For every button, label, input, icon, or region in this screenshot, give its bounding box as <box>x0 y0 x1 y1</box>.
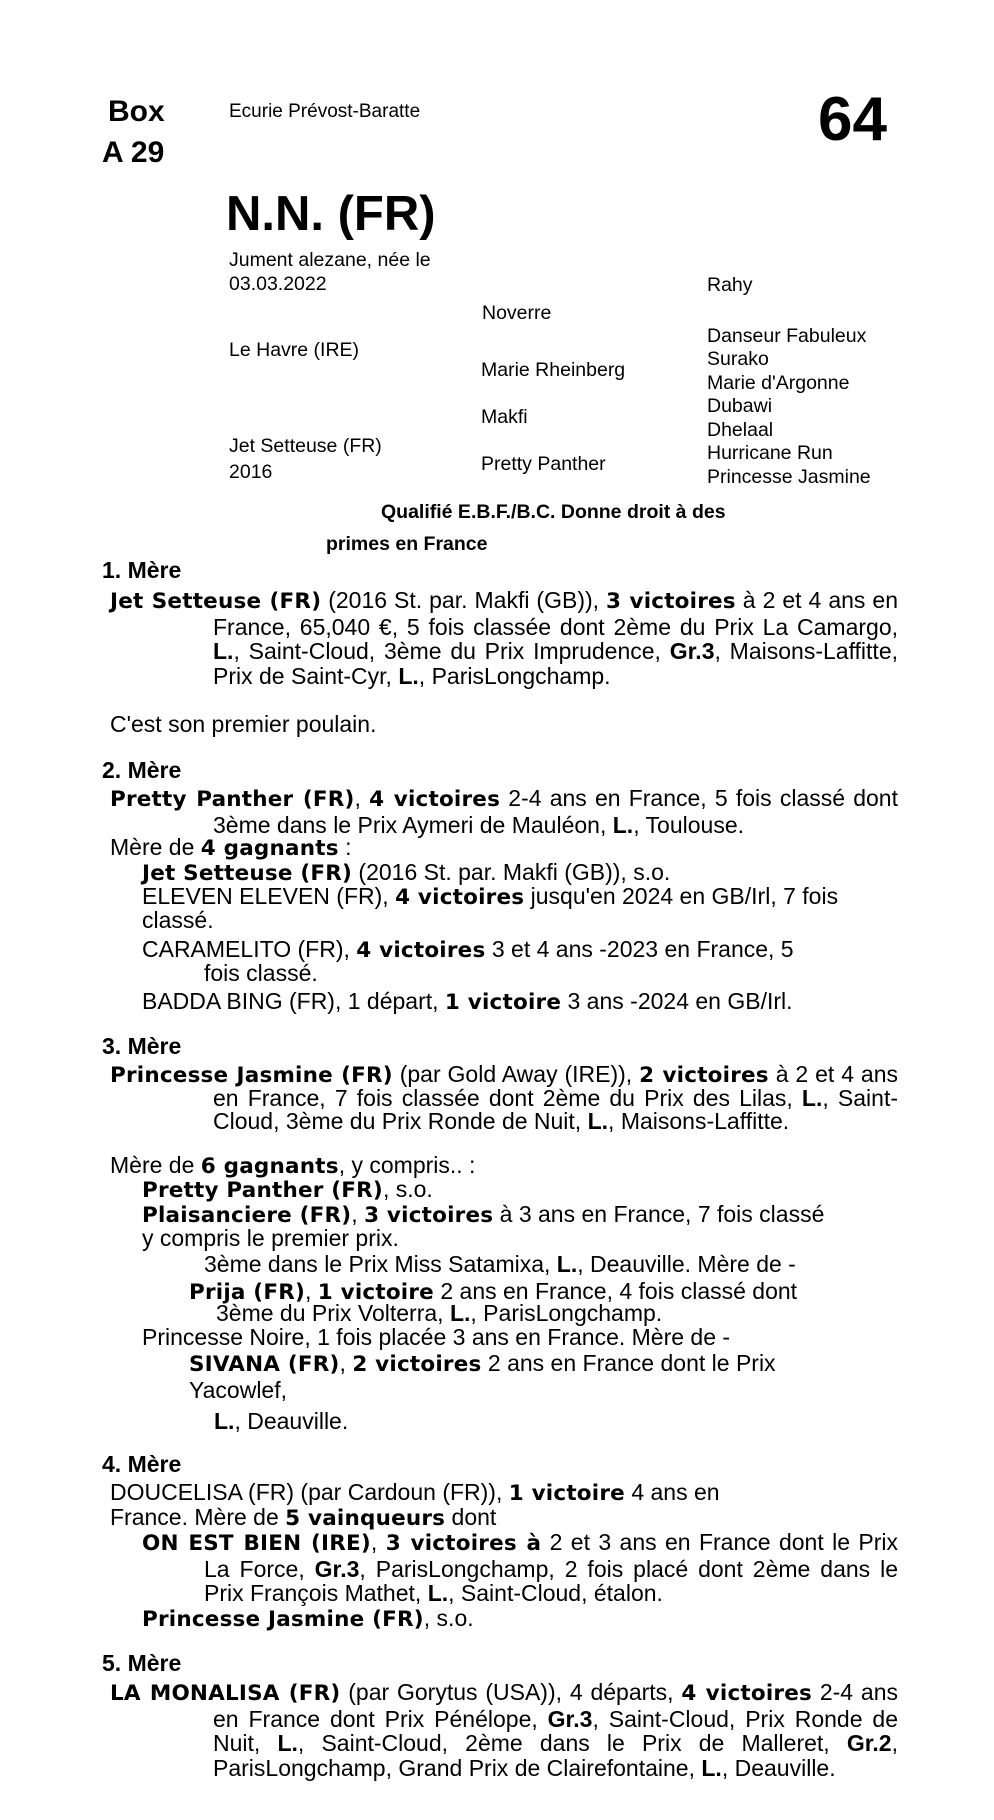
section-2-progeny-1: Jet Setteuse (FR) (2016 St. par. Makfi (GB)), s.o. <box>142 859 671 886</box>
section-2-dam-entry: Pretty Panther (FR), 4 victoires 2-4 ans en France, 5 fois classé dont 3ème dans le Prix Aymeri de Mauléon, L., Toulouse. <box>110 785 898 838</box>
section-2-progeny-2-cont: classé. <box>142 907 214 933</box>
pedigree-ds-sire: Dubawi <box>707 395 773 417</box>
pedigree-sire: Le Havre (IRE) <box>229 339 360 361</box>
horse-name: N.N. (FR) <box>226 187 436 241</box>
qualification-line2: primes en France <box>326 533 488 555</box>
section-1-dam-entry: Jet Setteuse (FR) (2016 St. par. Makfi (GB)), 3 victoires à 2 et 4 ans en France, 65,040 €, 5 fois classée dont 2ème du Prix La Camargo, L., Saint-Cloud, 3ème du Prix Imprudence, Gr.3, Maisons-Laffitte, Prix de Saint-Cyr, L., ParisLongchamp. <box>110 587 899 689</box>
section-3-dam-name: Princesse Jasmine (FR) <box>110 1063 393 1088</box>
section-2-title: 2. Mère <box>102 757 182 783</box>
qualification-line1: Qualifié E.B.F./B.C. Donne droit à des <box>381 501 726 523</box>
pedigree-dam: Jet Setteuse (FR) <box>229 435 382 457</box>
pedigree-dam-sire: Makfi <box>481 406 528 428</box>
pedigree-sd-dam: Marie d'Argonne <box>707 372 850 394</box>
pedigree-ds-dam: Dhelaal <box>707 419 774 441</box>
section-3-grandprogeny-1: Prija (FR), 1 victoire 2 ans en France, 4 fois classé dont <box>189 1278 798 1305</box>
section-5-dam-name: LA MONALISA (FR) <box>110 1681 341 1706</box>
section-4-title: 4. Mère <box>102 1451 182 1477</box>
section-1-note: C'est son premier poulain. <box>110 711 377 737</box>
section-4-dam-line1: DOUCELISA (FR) (par Cardoun (FR)), 1 victoire 4 ans en <box>110 1479 720 1506</box>
section-3-grandprogeny-1-cont: 3ème du Prix Volterra, L., ParisLongchamp. <box>216 1300 663 1326</box>
section-2-progeny-4: BADDA BING (FR), 1 départ, 1 victoire 3 ans -2024 en GB/Irl. <box>142 988 793 1015</box>
section-2-mere-de: Mère de 4 gagnants : <box>110 834 352 861</box>
section-3-progeny-2-cont: y compris le premier prix. <box>142 1225 399 1251</box>
box-label: Box <box>108 95 165 128</box>
lot-number: 64 <box>818 85 887 154</box>
owner-name: Ecurie Prévost-Baratte <box>229 101 421 122</box>
pedigree-dam-year: 2016 <box>229 461 273 483</box>
section-2-progeny-3-cont: fois classé. <box>204 960 318 986</box>
section-3-progeny-1: Pretty Panther (FR), s.o. <box>142 1176 433 1203</box>
section-4-progeny-1: ON EST BIEN (IRE), 3 victoires à 2 et 3 ans en France dont le Prix La Force, Gr.3, ParisLongchamp, 2 fois placé dont 2ème dans le Prix François Mathet, L., Saint-Cloud, étalon. <box>142 1529 898 1606</box>
section-1-dam-name: Jet Setteuse (FR) <box>110 589 322 614</box>
section-3-mere-de: Mère de 6 gagnants, y compris.. : <box>110 1152 476 1179</box>
section-3-grandprogeny-2-cont: Yacowlef, <box>189 1377 288 1403</box>
section-5-dam-entry: LA MONALISA (FR) (par Gorytus (USA)), 4 départs, 4 victoires 2-4 ans en France dont Prix Pénélope, Gr.3, Saint-Cloud, Prix Ronde de Nuit, L., Saint-Cloud, 2ème dans le Prix de Malleret, Gr.2, ParisLongchamp, Grand Prix de Clairefontaine, L., Deauville. <box>110 1679 898 1781</box>
section-2-dam-name: Pretty Panther (FR) <box>110 787 355 812</box>
pedigree-ss-sire: Rahy <box>707 274 753 296</box>
section-3-progeny-2-place: 3ème dans le Prix Miss Satamixa, L., Deauville. Mère de - <box>204 1251 796 1277</box>
horse-birthdate: 03.03.2022 <box>229 273 327 295</box>
section-4-progeny-2: Princesse Jasmine (FR), s.o. <box>142 1605 474 1632</box>
section-5-title: 5. Mère <box>102 1650 182 1676</box>
pedigree-sd-sire: Surako <box>707 348 769 370</box>
pedigree-sire-sire: Noverre <box>482 302 552 324</box>
section-3-progeny-3: Princesse Noire, 1 fois placée 3 ans en France. Mère de - <box>142 1324 731 1350</box>
section-1-title: 1. Mère <box>102 557 182 583</box>
section-3-progeny-2: Plaisanciere (FR), 3 victoires à 3 ans en France, 7 fois classé <box>142 1201 825 1228</box>
horse-description: Jument alezane, née le <box>229 249 431 271</box>
section-3-dam-entry: Princesse Jasmine (FR) (par Gold Away (IRE)), 2 victoires à 2 et 4 ans en France, 7 fois classée dont 2ème du Prix des Lilas, L., Saint-Cloud, 3ème du Prix Ronde de Nuit, L., Maisons-Laffitte. <box>110 1061 898 1134</box>
section-3-grandprogeny-2: SIVANA (FR), 2 victoires 2 ans en France dont le Prix <box>189 1350 776 1377</box>
section-3-title: 3. Mère <box>102 1033 182 1059</box>
pedigree-ss-dam: Danseur Fabuleux <box>707 325 867 347</box>
section-3-grandprogeny-2-place: L., Deauville. <box>214 1408 349 1434</box>
pedigree-dd-dam: Princesse Jasmine <box>707 466 871 488</box>
section-4-dam-line2: France. Mère de 5 vainqueurs dont <box>110 1504 497 1531</box>
box-number: A 29 <box>102 136 165 169</box>
section-2-progeny-3: CARAMELITO (FR), 4 victoires 3 et 4 ans -2023 en France, 5 <box>142 936 794 963</box>
pedigree-dam-dam: Pretty Panther <box>481 453 606 475</box>
section-2-progeny-2: ELEVEN ELEVEN (FR), 4 victoires jusqu'en 2024 en GB/Irl, 7 fois <box>142 883 839 910</box>
pedigree-sire-dam: Marie Rheinberg <box>481 359 626 381</box>
pedigree-dd-sire: Hurricane Run <box>707 442 833 464</box>
